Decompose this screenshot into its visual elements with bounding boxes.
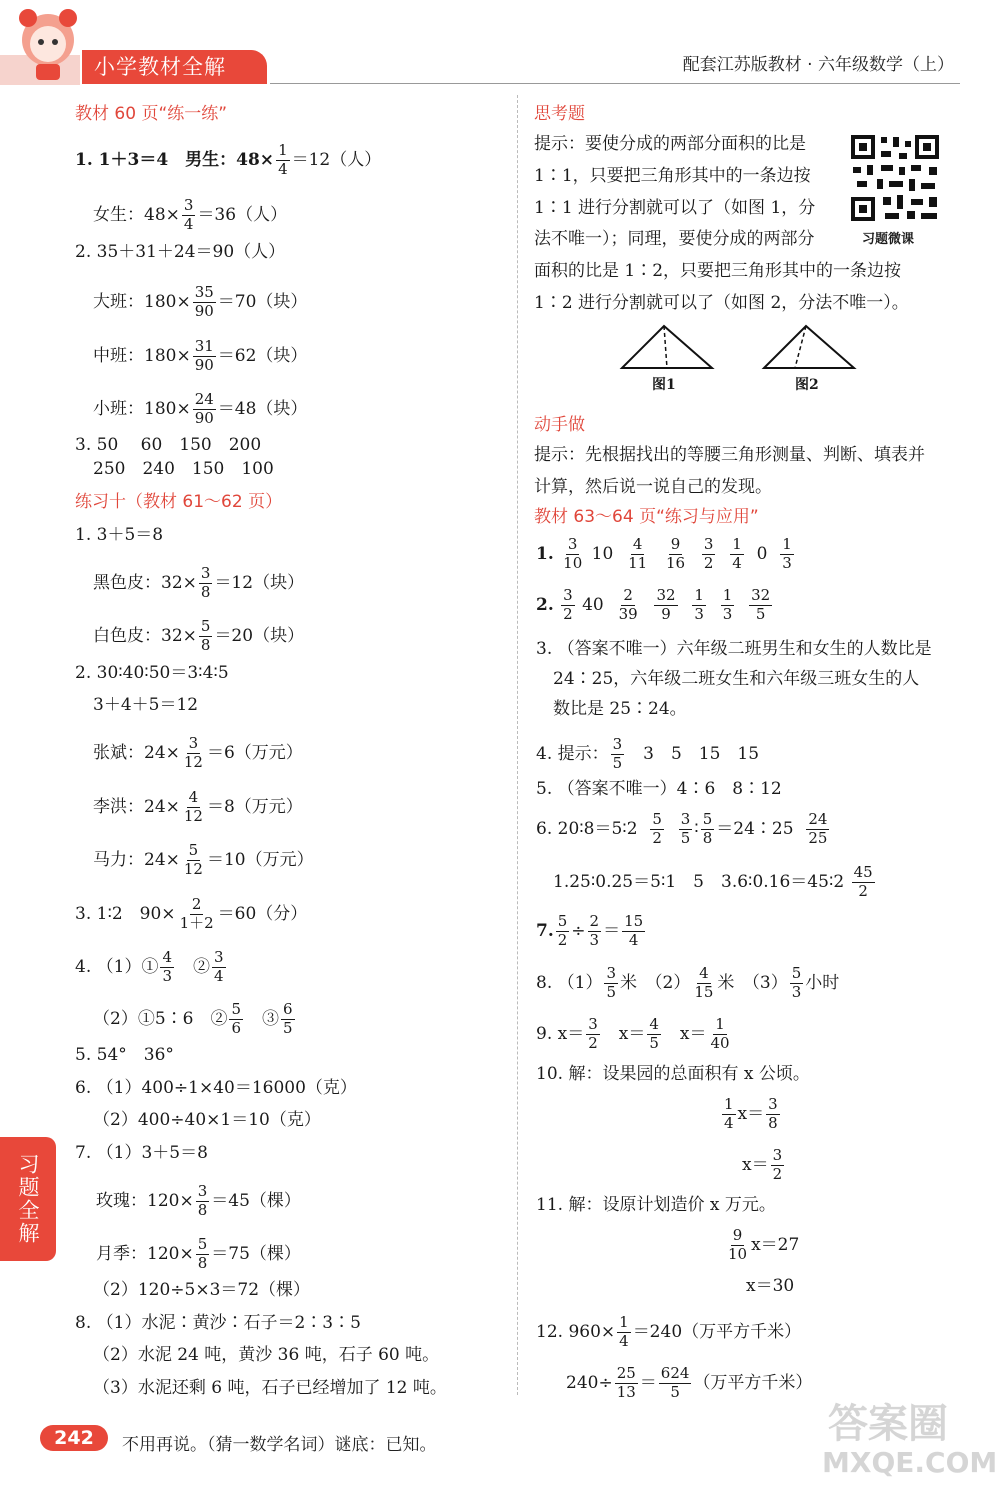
equation-line: $\frac{9}{10}$ x＝27 [728,1226,800,1263]
answer-line: 24∶25，六年级二班女生和六年级三班女生的人 [553,669,920,689]
answer-line: 10. 解：设果园的总面积有 x 公顷。 [536,1064,810,1084]
answer-line: （2）400÷40×1＝10（克） [93,1110,321,1130]
answer-line: 8. （1） $\frac{3}{5}$ 米 （2） $\frac{4}{15}$ 米 （3） $\frac{5}{3}$ 小时 [536,964,840,1001]
hint-line: 1∶2 进行分割就可以了（如图 2，分法不唯一）。 [534,293,909,313]
answer-line: （3）水泥还剩 6 吨，石子已经增加了 12 吨。 [93,1378,447,1398]
answer-line: 数比是 25∶24。 [553,699,687,719]
answer-line: 大班：180× $\frac{35}{90}$ ＝70（块） [93,283,308,320]
hint-line: 面积的比是 1∶2，只要把三角形其中的一条边按 [534,261,902,281]
equation-line: x＝ $\frac{3}{2}$ [742,1146,783,1183]
answer-line: 2. 30∶40∶50＝3∶4∶5 [75,663,229,683]
answer-line: 2. 35＋31＋24＝90（人） [75,242,286,262]
qr-code-icon[interactable] [849,133,941,223]
answer-line: 1.25∶0.25＝5∶1 5 3.6∶0.16＝45∶2 $\frac{45}{2}$ [553,863,873,900]
answer-line: （2）①5∶6 ② $\frac{5}{6}$ ③ $\frac{6}{5}$ [93,1000,293,1037]
answer-line: 1. 1＋3＝4 男生：48× $\frac{1}{4}$ ＝12（人） [75,141,382,178]
answer-line: 小班：180× $\frac{24}{90}$ ＝48（块） [93,390,308,427]
footer-riddle: 不用再说。（猜一数学名词）谜底：已知。 [122,1435,437,1455]
answer-line: 4. （1）① $\frac{4}{3}$ ② $\frac{3}{4}$ [75,948,224,985]
hint-line: 法不唯一）；同理，要使分成的两部分 [534,229,815,249]
figure-caption: 图1 [652,377,676,393]
answer-line: 4. 提示： $\frac{3}{5}$ 3 5 15 15 [536,735,760,772]
answer-line: 月季：120× $\frac{5}{8}$ ＝75（棵） [96,1235,301,1272]
answer-line: 12. 960× $\frac{1}{4}$ ＝240（万平方千米） [536,1313,802,1350]
answer-line: 玫瑰：120× $\frac{3}{8}$ ＝45（棵） [96,1182,301,1219]
side-tab: 习题全解 [0,1137,56,1261]
watermark-logo: 答案圈 [828,1401,948,1447]
answer-line: 5. （答案不唯一）4∶6 8∶12 [536,779,782,799]
answer-line: 1. 3＋5＝8 [75,525,164,545]
book-edition-label: 配套江苏版教材 · 六年级数学（上） [682,55,954,75]
equation-line: $\frac{1}{4}$ x＝ $\frac{3}{8}$ [724,1095,778,1132]
answer-line: 8. （1）水泥∶黄沙∶石子＝2∶3∶5 [75,1313,361,1333]
answer-line: 3. 50 60 150 200 [75,435,262,455]
answer-line: （2）水泥 24 吨，黄沙 36 吨，石子 60 吨。 [93,1345,440,1365]
answer-line: 250 240 150 100 [93,459,274,479]
answer-line: 2. $\frac{3}{2}$ 40 $\frac{2}{39}$ $\frac{32}{9}$ $\frac{1}{3}$ $\frac{1}{3}$ $\frac{32}{5}$ [536,586,771,623]
answer-line: 240÷ $\frac{25}{13}$ ＝ $\frac{624}{5}$ （万平方千米） [566,1364,813,1401]
answer-line: 3. （答案不唯一）六年级二班男生和女生的人数比是 [536,639,932,659]
hint-line: 提示：要使分成的两部分面积的比是 [534,134,806,154]
header-rule [270,83,960,84]
equation-line: x＝30 [746,1276,795,1296]
answer-line: 马力：24× $\frac{5}{12}$ ＝10（万元） [93,841,314,878]
answer-line: 9. x＝ $\frac{3}{2}$ x＝ $\frac{4}{5}$ x＝ $\frac{1}{40}$ [536,1015,730,1052]
answer-line: 白色皮：32× $\frac{5}{8}$ ＝20（块） [93,617,305,654]
answer-line: 5. 54° 36° [75,1045,174,1065]
answer-line: 中班：180× $\frac{31}{90}$ ＝62（块） [93,337,308,374]
hint-line: 提示：先根据找出的等腰三角形测量、判断、填表并 [534,445,925,465]
triangle-figures [618,322,860,374]
hint-line: 1∶1，只要把三角形其中的一条边按 [534,166,811,186]
answer-line: 11. 解：设原计划造价 x 万元。 [536,1195,776,1215]
answer-line: 李洪：24× $\frac{4}{12}$ ＝8（万元） [93,788,303,825]
answer-line: 1. $\frac{3}{10}$ 10 $\frac{4}{11}$ $\frac{9}{16}$ $\frac{3}{2}$ $\frac{1}{4}$ 0 $\frac{1}{3}$ [536,535,792,572]
hint-line: 1∶1 进行分割就可以了（如图 1，分 [534,198,816,218]
answer-line: 黑色皮：32× $\frac{3}{8}$ ＝12（块） [93,564,305,601]
answer-line: 6. 20∶8＝5∶2 $\frac{5}{2}$ $\frac{3}{5}$ ∶ $\frac{5}{8}$ ＝24∶25 $\frac{24}{25}$ [536,810,828,847]
section-title-think: 思考题 [534,104,585,124]
answer-line: 6. （1）400÷1×40＝16000（克） [75,1078,357,1098]
answer-line: （2）120÷5×3＝72（棵） [93,1280,311,1300]
hint-line: 计算，然后说一说自己的发现。 [534,477,772,497]
section-title-handson: 动手做 [534,415,585,435]
qr-label: 习题微课 [862,232,915,247]
answer-line: 3＋4＋5＝12 [93,695,199,715]
answer-line: 3. 1∶2 90× $\frac{2}{1+2}$ ＝60（分） [75,895,308,932]
section-title-practice: 教材 60 页“练一练” [75,104,228,124]
section-title-exercise: 练习十（教材 61～62 页） [75,492,283,512]
answer-line: 女生：48× $\frac{3}{4}$ ＝36（人） [93,196,288,233]
answer-line: 张斌：24× $\frac{3}{12}$ ＝6（万元） [93,734,303,771]
answer-line: 7. $\frac{5}{2}$ ÷ $\frac{2}{3}$ ＝ $\frac{15}{4}$ [536,912,644,949]
figure-caption: 图2 [795,377,819,393]
page-number: 242 [40,1425,108,1451]
column-divider [517,95,518,1395]
watermark-url: MXQE.COM [822,1446,998,1479]
section-title-application: 教材 63～64 页“练习与应用” [534,507,759,527]
book-series-title: 小学教材全解 [82,50,267,84]
answer-line: 7. （1）3＋5＝8 [75,1143,208,1163]
